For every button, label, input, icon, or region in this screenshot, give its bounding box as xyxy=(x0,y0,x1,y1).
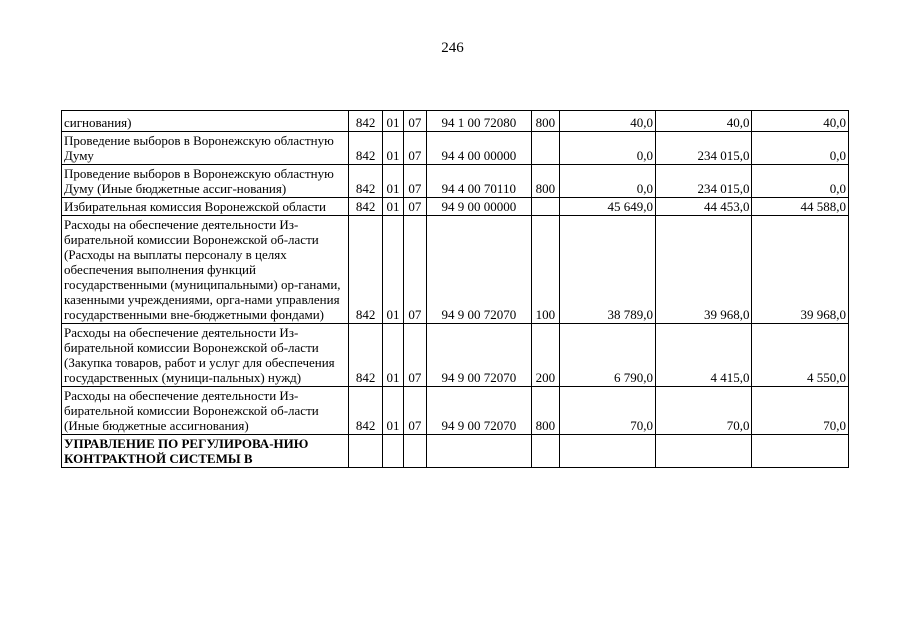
row-name-cell: Расходы на обеспечение деятельности Из-бирательной комиссии Воронежской об-ласти (Иные бюджетные ассигнования) xyxy=(62,387,349,435)
amount-year1-cell: 45 649,0 xyxy=(559,198,655,216)
section-code-cell: 01 xyxy=(382,165,403,198)
amount-year1-cell: 0,0 xyxy=(559,165,655,198)
section-code-cell: 01 xyxy=(382,111,403,132)
ved-code-cell xyxy=(349,435,383,468)
target-article-cell: 94 4 00 00000 xyxy=(426,132,532,165)
subsection-code-cell: 07 xyxy=(404,387,426,435)
section-code-cell: 01 xyxy=(382,324,403,387)
row-name-cell: Расходы на обеспечение деятельности Из-бирательной комиссии Воронежской об-ласти (Расходы на выплаты персоналу в целях обеспечения выполнения функций государственными (муниципальными) ор-ганами, казенными учреждениями, орга-нами управления государственными вне-бюджетными фондами) xyxy=(62,216,349,324)
subsection-code-cell: 07 xyxy=(404,165,426,198)
expense-type-cell: 800 xyxy=(532,111,559,132)
budget-table xyxy=(61,110,849,468)
ved-code-cell: 842 xyxy=(349,111,383,132)
amount-year1-cell: 38 789,0 xyxy=(559,216,655,324)
ved-code-cell: 842 xyxy=(349,324,383,387)
subsection-code-cell: 07 xyxy=(404,198,426,216)
target-article-cell: 94 1 00 72080 xyxy=(426,111,532,132)
amount-year1-cell: 40,0 xyxy=(559,111,655,132)
target-article-cell: 94 9 00 00000 xyxy=(426,198,532,216)
row-name-cell: Проведение выборов в Воронежскую областную Думу (Иные бюджетные ассиг-нования) xyxy=(62,165,349,198)
table-row xyxy=(62,198,849,216)
subsection-code-cell xyxy=(404,435,426,468)
amount-year3-cell: 0,0 xyxy=(752,165,849,198)
target-article-cell: 94 4 00 70110 xyxy=(426,165,532,198)
table-row xyxy=(62,387,849,435)
amount-year2-cell: 44 453,0 xyxy=(656,198,752,216)
amount-year2-cell: 4 415,0 xyxy=(656,324,752,387)
amount-year1-cell xyxy=(559,435,655,468)
ved-code-cell: 842 xyxy=(349,387,383,435)
ved-code-cell: 842 xyxy=(349,216,383,324)
target-article-cell xyxy=(426,435,532,468)
section-code-cell: 01 xyxy=(382,198,403,216)
ved-code-cell: 842 xyxy=(349,198,383,216)
expense-type-cell xyxy=(532,132,559,165)
subsection-code-cell: 07 xyxy=(404,216,426,324)
expense-type-cell: 800 xyxy=(532,387,559,435)
subsection-code-cell: 07 xyxy=(404,324,426,387)
amount-year2-cell: 234 015,0 xyxy=(656,165,752,198)
table-row xyxy=(62,324,849,387)
amount-year1-cell: 0,0 xyxy=(559,132,655,165)
amount-year2-cell: 39 968,0 xyxy=(656,216,752,324)
row-name-cell: УПРАВЛЕНИЕ ПО РЕГУЛИРОВА-НИЮ КОНТРАКТНОЙ СИСТЕМЫ В xyxy=(62,435,349,468)
section-code-cell: 01 xyxy=(382,132,403,165)
target-article-cell: 94 9 00 72070 xyxy=(426,324,532,387)
expense-type-cell xyxy=(532,198,559,216)
subsection-code-cell: 07 xyxy=(404,111,426,132)
amount-year3-cell: 0,0 xyxy=(752,132,849,165)
amount-year3-cell: 39 968,0 xyxy=(752,216,849,324)
ved-code-cell: 842 xyxy=(349,165,383,198)
amount-year2-cell xyxy=(656,435,752,468)
row-name-cell: Расходы на обеспечение деятельности Из-бирательной комиссии Воронежской об-ласти (Закупка товаров, работ и услуг для обеспечения государственных (муници-пальных) нужд) xyxy=(62,324,349,387)
amount-year3-cell xyxy=(752,435,849,468)
amount-year3-cell: 4 550,0 xyxy=(752,324,849,387)
amount-year1-cell: 6 790,0 xyxy=(559,324,655,387)
target-article-cell: 94 9 00 72070 xyxy=(426,216,532,324)
section-code-cell: 01 xyxy=(382,387,403,435)
amount-year2-cell: 70,0 xyxy=(656,387,752,435)
table-row xyxy=(62,435,849,468)
ved-code-cell: 842 xyxy=(349,132,383,165)
row-name-cell: сигнования) xyxy=(62,111,349,132)
expense-type-cell: 200 xyxy=(532,324,559,387)
row-name-cell: Проведение выборов в Воронежскую областную Думу xyxy=(62,132,349,165)
page-number: 246 xyxy=(441,40,464,56)
expense-type-cell xyxy=(532,435,559,468)
table-row xyxy=(62,132,849,165)
section-code-cell: 01 xyxy=(382,216,403,324)
table-row xyxy=(62,111,849,132)
row-name-cell: Избирательная комиссия Воронежской области xyxy=(62,198,349,216)
amount-year1-cell: 70,0 xyxy=(559,387,655,435)
expense-type-cell: 800 xyxy=(532,165,559,198)
subsection-code-cell: 07 xyxy=(404,132,426,165)
section-code-cell xyxy=(382,435,403,468)
expense-type-cell: 100 xyxy=(532,216,559,324)
amount-year2-cell: 40,0 xyxy=(656,111,752,132)
amount-year3-cell: 44 588,0 xyxy=(752,198,849,216)
amount-year2-cell: 234 015,0 xyxy=(656,132,752,165)
table-row xyxy=(62,216,849,324)
amount-year3-cell: 40,0 xyxy=(752,111,849,132)
target-article-cell: 94 9 00 72070 xyxy=(426,387,532,435)
amount-year3-cell: 70,0 xyxy=(752,387,849,435)
table-row xyxy=(62,165,849,198)
